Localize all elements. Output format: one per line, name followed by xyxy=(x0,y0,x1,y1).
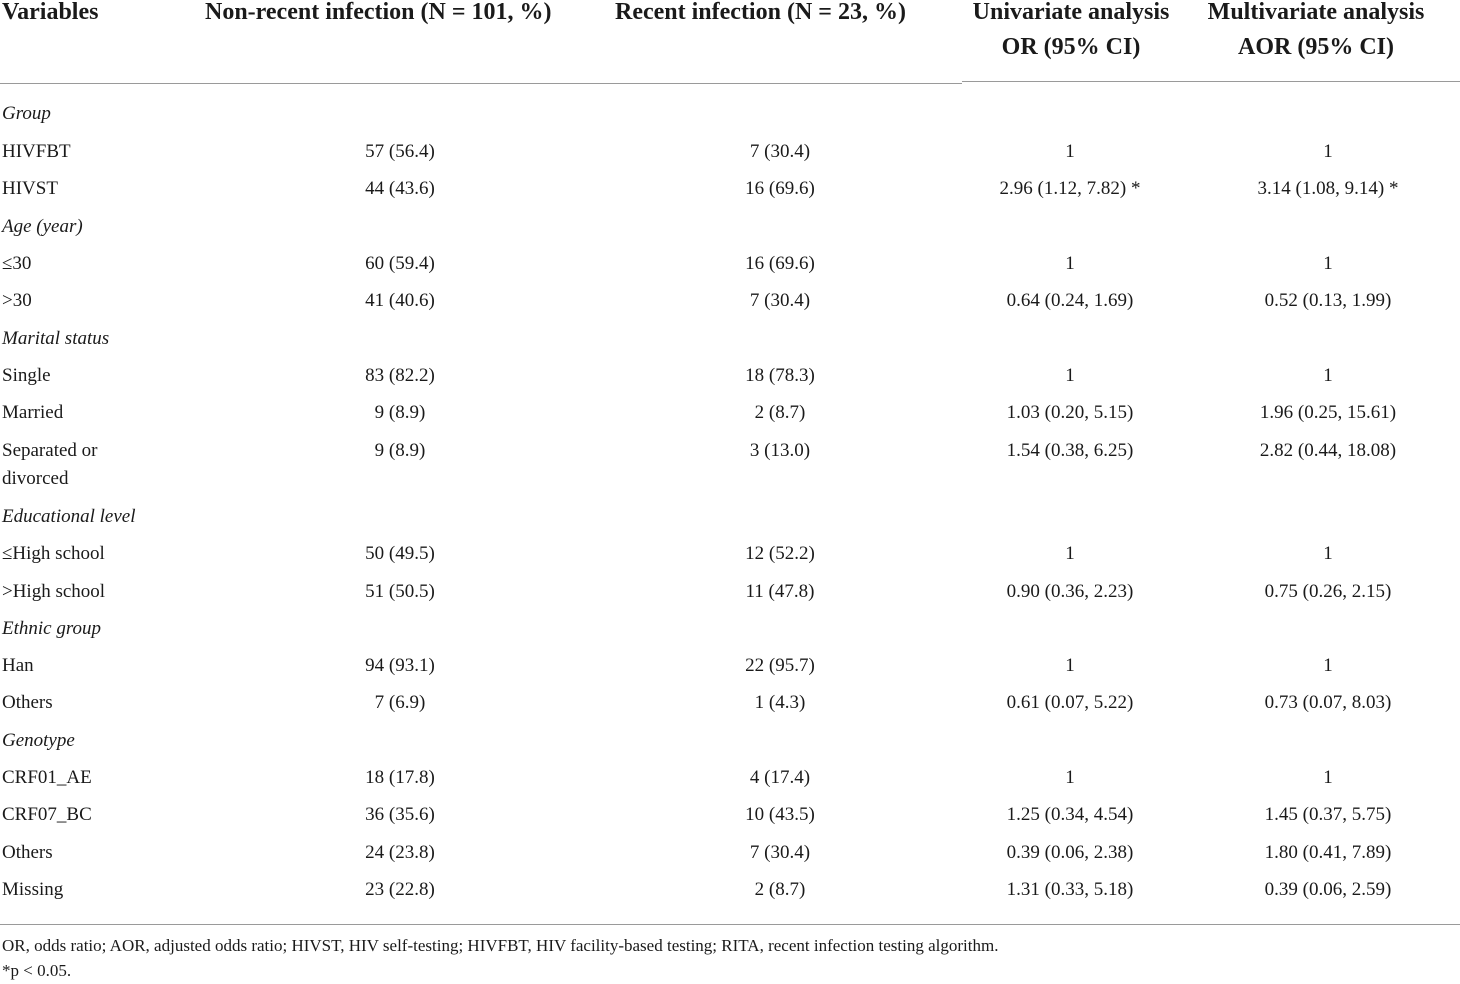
cell-non-recent: 7 (6.9) xyxy=(374,692,426,713)
table-row xyxy=(0,839,1460,867)
cell-univariate: 1.25 (0.34, 4.54) xyxy=(1006,804,1134,825)
table-row xyxy=(0,689,1460,717)
cell-recent: 16 (69.6) xyxy=(745,253,815,274)
header-univariate-line1: Univariate analysis xyxy=(972,0,1170,25)
table-row-section xyxy=(0,503,1460,531)
cell-univariate: 0.64 (0.24, 1.69) xyxy=(1006,290,1134,311)
row-label: Missing xyxy=(2,879,64,900)
cell-non-recent: 9 (8.9) xyxy=(374,402,426,423)
cell-univariate: 1 xyxy=(1065,253,1075,274)
cell-recent: 18 (78.3) xyxy=(745,365,815,386)
header-non-recent-infection: Non-recent infection (N = 101, %) xyxy=(205,0,552,25)
table-row xyxy=(0,876,1460,904)
cell-recent: 1 (4.3) xyxy=(754,692,806,713)
cell-univariate: 1 xyxy=(1065,141,1075,162)
cell-non-recent: 24 (23.8) xyxy=(365,842,435,863)
table-row xyxy=(0,540,1460,568)
cell-univariate: 1 xyxy=(1065,365,1075,386)
cell-non-recent: 94 (93.1) xyxy=(365,655,435,676)
cell-recent: 22 (95.7) xyxy=(745,655,815,676)
row-label: Genotype xyxy=(2,730,75,751)
row-label: Age (year) xyxy=(2,216,83,237)
table-row xyxy=(0,437,1460,493)
row-label: Han xyxy=(2,655,34,676)
cell-multivariate: 1 xyxy=(1323,543,1333,564)
table-row xyxy=(0,764,1460,792)
cell-multivariate: 1 xyxy=(1323,365,1333,386)
table-row-section xyxy=(0,615,1460,643)
cell-univariate: 1.31 (0.33, 5.18) xyxy=(1006,879,1134,900)
cell-multivariate: 2.82 (0.44, 18.08) xyxy=(1259,440,1397,461)
cell-recent: 16 (69.6) xyxy=(745,178,815,199)
cell-multivariate: 0.39 (0.06, 2.59) xyxy=(1264,879,1392,900)
cell-non-recent: 36 (35.6) xyxy=(365,804,435,825)
table-row xyxy=(0,362,1460,390)
row-label: CRF07_BC xyxy=(2,804,92,825)
cell-recent: 7 (30.4) xyxy=(749,290,811,311)
cell-non-recent: 41 (40.6) xyxy=(365,290,435,311)
cell-multivariate: 0.52 (0.13, 1.99) xyxy=(1264,290,1392,311)
header-divider-right xyxy=(962,81,1460,82)
cell-multivariate: 1.96 (0.25, 15.61) xyxy=(1259,402,1397,423)
row-label: HIVST xyxy=(2,178,58,199)
cell-univariate: 1 xyxy=(1065,543,1075,564)
row-label: >30 xyxy=(2,290,32,311)
footnote-significance: *p < 0.05. xyxy=(2,961,72,980)
row-label: ≤30 xyxy=(2,253,32,274)
cell-non-recent: 23 (22.8) xyxy=(365,879,435,900)
cell-multivariate: 1.45 (0.37, 5.75) xyxy=(1264,804,1392,825)
header-univariate xyxy=(962,0,1180,65)
row-label: Others xyxy=(2,692,53,713)
header-multivariate-line2: AOR (95% CI) xyxy=(1238,34,1394,60)
cell-recent: 7 (30.4) xyxy=(749,842,811,863)
header-recent-infection: Recent infection (N = 23, %) xyxy=(615,0,906,25)
row-label: Others xyxy=(2,842,53,863)
cell-non-recent: 44 (43.6) xyxy=(365,178,435,199)
row-label: Separated or divorced xyxy=(2,440,98,489)
row-label: Group xyxy=(2,103,51,124)
cell-recent: 7 (30.4) xyxy=(749,141,811,162)
cell-multivariate: 1 xyxy=(1323,253,1333,274)
cell-univariate: 1 xyxy=(1065,767,1075,788)
cell-multivariate: 1 xyxy=(1323,767,1333,788)
cell-univariate: 1.03 (0.20, 5.15) xyxy=(1006,402,1134,423)
cell-non-recent: 50 (49.5) xyxy=(365,543,435,564)
cell-univariate: 0.90 (0.36, 2.23) xyxy=(1006,581,1134,602)
row-label: Marital status xyxy=(2,328,110,349)
cell-univariate: 0.61 (0.07, 5.22) xyxy=(1006,692,1134,713)
cell-non-recent: 60 (59.4) xyxy=(365,253,435,274)
table-row-section xyxy=(0,325,1460,353)
table-row-section xyxy=(0,100,1460,128)
row-label: ≤High school xyxy=(2,543,105,564)
table-row xyxy=(0,250,1460,278)
cell-recent: 2 (8.7) xyxy=(754,879,806,900)
cell-multivariate: 1 xyxy=(1323,655,1333,676)
cell-multivariate: 0.73 (0.07, 8.03) xyxy=(1264,692,1392,713)
cell-recent: 4 (17.4) xyxy=(749,767,811,788)
table-row-section xyxy=(0,727,1460,755)
cell-recent: 11 (47.8) xyxy=(745,581,815,602)
cell-recent: 12 (52.2) xyxy=(745,543,815,564)
header-variables: Variables xyxy=(2,0,99,25)
row-label: HIVFBT xyxy=(2,141,71,162)
row-label: Married xyxy=(2,402,64,423)
row-label: Educational level xyxy=(2,506,136,527)
cell-multivariate: 1 xyxy=(1323,141,1333,162)
cell-non-recent: 51 (50.5) xyxy=(365,581,435,602)
table-row xyxy=(0,399,1460,427)
header-multivariate xyxy=(1196,0,1436,65)
row-label: >High school xyxy=(2,581,106,602)
cell-univariate: 0.39 (0.06, 2.38) xyxy=(1006,842,1134,863)
cell-non-recent: 18 (17.8) xyxy=(365,767,435,788)
footnote-abbreviations: OR, odds ratio; AOR, adjusted odds ratio; HIVST, HIV self-testing; HIVFBT, HIV facility-based testing; RITA, recent infection testing algorithm. xyxy=(2,936,999,955)
cell-univariate: 1.54 (0.38, 6.25) xyxy=(1006,440,1134,461)
header-divider-left xyxy=(0,83,962,84)
table-row xyxy=(0,175,1460,203)
cell-non-recent: 83 (82.2) xyxy=(365,365,435,386)
cell-multivariate: 1.80 (0.41, 7.89) xyxy=(1264,842,1392,863)
cell-multivariate: 3.14 (1.08, 9.14) * xyxy=(1257,178,1399,199)
header-univariate-line2: OR (95% CI) xyxy=(1001,34,1141,60)
cell-multivariate: 0.75 (0.26, 2.15) xyxy=(1264,581,1392,602)
table-row xyxy=(0,652,1460,680)
cell-univariate: 2.96 (1.12, 7.82) * xyxy=(999,178,1141,199)
cell-non-recent: 57 (56.4) xyxy=(365,141,435,162)
row-label: CRF01_AE xyxy=(2,767,92,788)
cell-recent: 3 (13.0) xyxy=(749,440,811,461)
table-row xyxy=(0,138,1460,166)
cell-non-recent: 9 (8.9) xyxy=(374,440,426,461)
cell-recent: 2 (8.7) xyxy=(754,402,806,423)
table-bottom-divider xyxy=(0,924,1460,925)
cell-univariate: 1 xyxy=(1065,655,1075,676)
cell-recent: 10 (43.5) xyxy=(745,804,815,825)
header-multivariate-line1: Multivariate analysis xyxy=(1207,0,1425,25)
table-row xyxy=(0,578,1460,606)
table-row xyxy=(0,801,1460,829)
table-row-section xyxy=(0,213,1460,241)
table-row xyxy=(0,287,1460,315)
row-label: Ethnic group xyxy=(2,618,102,639)
row-label: Single xyxy=(2,365,51,386)
